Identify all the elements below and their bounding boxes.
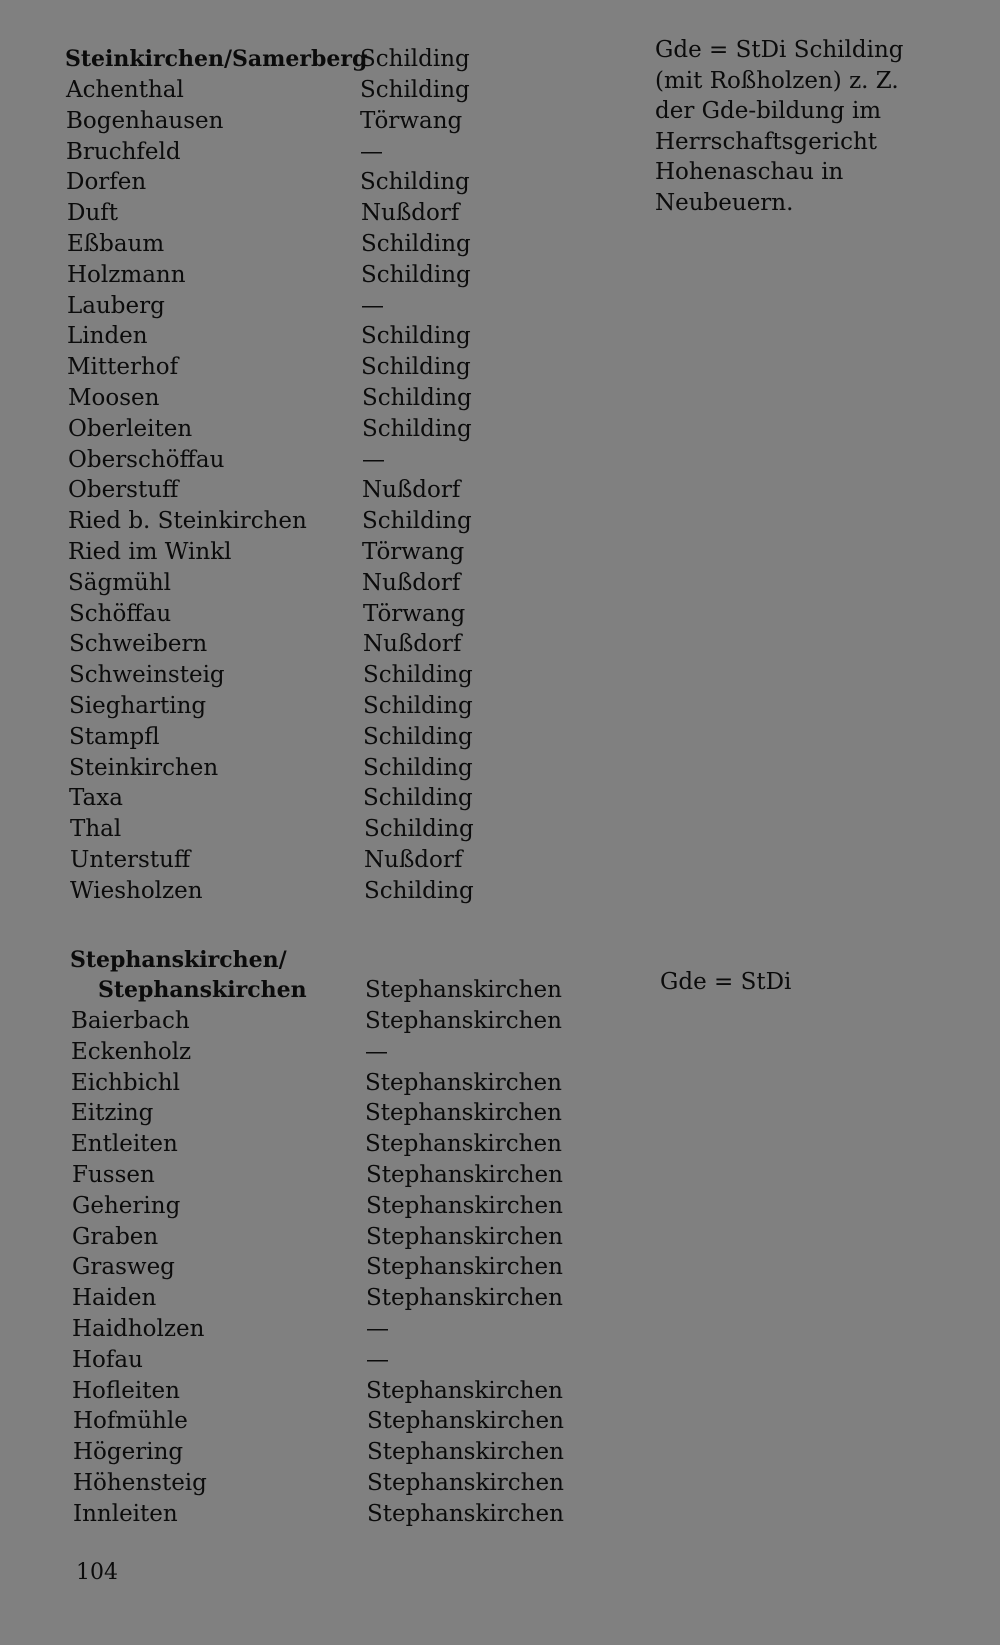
place-name: Stampfl: [69, 723, 160, 750]
parish-name: Schilding: [361, 231, 471, 257]
parish-name: Schilding: [363, 662, 473, 689]
parish-name: Stephanskirchen: [366, 1254, 563, 1281]
place-name: Bogenhausen: [66, 107, 224, 134]
place-name: Mitterhof: [67, 354, 179, 381]
parish-name: Nußdorf: [361, 200, 460, 227]
place-name: Graben: [72, 1223, 159, 1250]
parish-name: Stephanskirchen: [367, 1439, 564, 1466]
list-item: [0, 1499, 1000, 1529]
parish-name: —: [361, 292, 384, 319]
place-name: Wiesholzen: [70, 877, 203, 904]
parish-name: Törwang: [362, 539, 465, 565]
place-name: Ried b. Steinkirchen: [68, 508, 307, 535]
place-name: Holzmann: [67, 261, 186, 288]
parish-name: Törwang: [360, 107, 463, 134]
section-note: Gde = StDi: [660, 969, 792, 995]
list-item: [0, 1222, 1000, 1252]
section-heading-line1: Stephanskirchen/: [70, 947, 287, 973]
place-name: Eckenholz: [71, 1038, 192, 1065]
place-name: Oberstuff: [68, 477, 179, 504]
place-name: Oberleiten: [68, 415, 193, 442]
place-name: Innleiten: [73, 1500, 178, 1527]
parish-name: Stephanskirchen: [365, 1131, 562, 1158]
place-name: Oberschöffau: [68, 446, 225, 473]
list-item: [0, 137, 1000, 167]
parish-name: Schilding: [360, 169, 470, 196]
list-item: [0, 1345, 1000, 1375]
parish-name: Schilding: [363, 785, 473, 812]
place-name: Baierbach: [71, 1008, 190, 1034]
place-name: Schweinsteig: [69, 662, 225, 689]
place-name: Dorfen: [66, 169, 147, 196]
section-note: Gde = StDi Schilding (mit Roßholzen) z. Z. der Gde-bildung im Herrschaftsgericht Hohenaschau in Neubeuern.: [655, 37, 904, 216]
list-item: [0, 321, 1000, 351]
parish-name: Schilding: [361, 261, 471, 288]
place-name: Bruchfeld: [66, 138, 181, 165]
parish-name: Schilding: [363, 693, 473, 719]
list-item: [0, 1006, 1000, 1036]
list-item: [0, 198, 1000, 228]
section-heading-line2: Stephanskirchen: [98, 977, 307, 1003]
list-item: [0, 537, 1000, 567]
list-item: [0, 1191, 1000, 1221]
list-item: [0, 291, 1000, 321]
list-item: [0, 1098, 1000, 1128]
place-name: Hofau: [72, 1346, 143, 1373]
place-name: Högering: [73, 1439, 184, 1466]
list-item: [0, 1283, 1000, 1313]
list-item: [0, 629, 1000, 659]
list-item: [0, 383, 1000, 413]
page-number: 104: [76, 1560, 118, 1585]
list-item: [0, 260, 1000, 290]
parish-name: —: [365, 1038, 388, 1065]
place-name: Haidholzen: [72, 1316, 205, 1342]
parish-name: Schilding: [363, 723, 473, 750]
section-heading: Steinkirchen/Samerberg: [65, 46, 368, 72]
list-item: [0, 1129, 1000, 1159]
place-name: Entleiten: [71, 1131, 178, 1158]
place-name: Schöffau: [69, 600, 172, 627]
place-name: Linden: [67, 323, 148, 350]
parish-name: Stephanskirchen: [366, 1285, 563, 1312]
parish-name: Törwang: [363, 600, 466, 627]
place-name: Thal: [70, 816, 122, 843]
place-name: Lauberg: [67, 292, 165, 319]
list-item: [0, 1314, 1000, 1344]
place-name: Moosen: [68, 385, 160, 411]
parish-name: Nußdorf: [362, 569, 461, 596]
list-item: [0, 506, 1000, 536]
list-item: [0, 475, 1000, 505]
list-item: [0, 106, 1000, 136]
list-item: [0, 1068, 1000, 1098]
list-item: [0, 1252, 1000, 1282]
list-item: [0, 1037, 1000, 1067]
parish-name: Stephanskirchen: [366, 1377, 563, 1404]
place-name: Eßbaum: [67, 231, 165, 257]
place-name: Achenthal: [66, 77, 184, 103]
parish-name: Stephanskirchen: [366, 1192, 563, 1219]
place-name: Eitzing: [71, 1100, 154, 1127]
parish-name: Stephanskirchen: [365, 1100, 562, 1127]
list-item: [0, 568, 1000, 598]
parish-name: Stephanskirchen: [367, 1408, 564, 1435]
parish-name: Nußdorf: [363, 631, 462, 658]
parish-name: Nußdorf: [364, 847, 463, 873]
parish-name: Schilding: [362, 415, 472, 442]
list-item: [0, 876, 1000, 906]
list-item: [0, 1406, 1000, 1436]
parish-name: —: [360, 138, 383, 165]
list-item: [0, 783, 1000, 813]
list-item: [0, 1468, 1000, 1498]
parish-name: —: [366, 1346, 389, 1373]
parish-name: Stephanskirchen: [366, 1223, 563, 1250]
place-name: Taxa: [69, 785, 123, 812]
place-name: Hofleiten: [72, 1377, 180, 1404]
parish-name: Stephanskirchen: [366, 1162, 563, 1188]
place-name: Ried im Winkl: [68, 539, 232, 565]
list-item: [0, 229, 1000, 259]
place-name: Steinkirchen: [69, 754, 219, 781]
list-item: [0, 845, 1000, 875]
list-item: [0, 599, 1000, 629]
place-name: Siegharting: [69, 693, 207, 719]
parish-name: Schilding: [361, 323, 471, 350]
list-item: [0, 691, 1000, 721]
place-name: Duft: [67, 200, 119, 227]
list-item: [0, 352, 1000, 382]
place-name: Höhensteig: [73, 1470, 207, 1496]
list-item: [0, 1437, 1000, 1467]
place-name: Schweibern: [69, 631, 208, 658]
heading-parish: Schilding: [360, 46, 470, 72]
list-item: [0, 1376, 1000, 1406]
place-name: Gehering: [72, 1192, 181, 1219]
heading-parish: Stephanskirchen: [365, 977, 562, 1003]
place-name: Eichbichl: [71, 1069, 180, 1096]
parish-name: Schilding: [363, 754, 473, 781]
list-item: [0, 167, 1000, 197]
list-item: [0, 414, 1000, 444]
list-item: [0, 445, 1000, 475]
place-name: Sägmühl: [68, 569, 171, 596]
place-name: Grasweg: [72, 1254, 175, 1281]
place-name: Fussen: [72, 1162, 155, 1188]
list-item: [0, 75, 1000, 105]
parish-name: Schilding: [362, 508, 472, 535]
parish-name: Schilding: [362, 385, 472, 411]
parish-name: —: [366, 1316, 389, 1342]
parish-name: Stephanskirchen: [365, 1008, 562, 1034]
place-name: Haiden: [72, 1285, 157, 1312]
place-name: Unterstuff: [70, 847, 191, 873]
parish-name: Schilding: [364, 816, 474, 843]
list-item: [0, 660, 1000, 690]
parish-name: Stephanskirchen: [367, 1470, 564, 1496]
parish-name: Stephanskirchen: [367, 1500, 564, 1527]
list-item: [0, 1160, 1000, 1190]
parish-name: Schilding: [361, 354, 471, 381]
parish-name: —: [362, 446, 385, 473]
parish-name: Stephanskirchen: [365, 1069, 562, 1096]
parish-name: Nußdorf: [362, 477, 461, 504]
place-name: Hofmühle: [73, 1408, 188, 1435]
parish-name: Schilding: [360, 77, 470, 103]
list-item: [0, 753, 1000, 783]
parish-name: Schilding: [364, 877, 474, 904]
list-item: [0, 814, 1000, 844]
list-item: [0, 722, 1000, 752]
